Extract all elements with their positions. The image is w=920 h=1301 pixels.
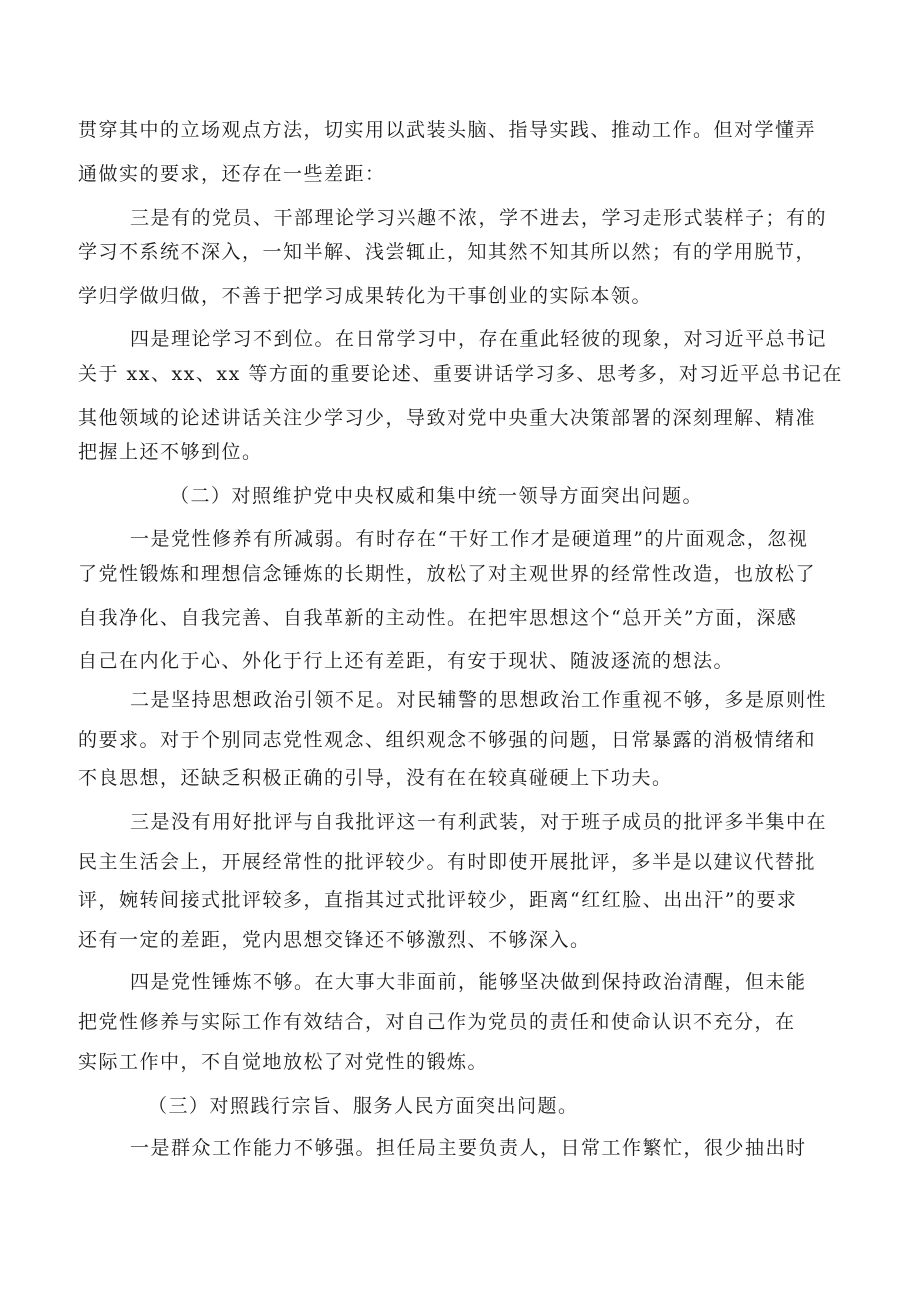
text-line-16: 的要求。对于个别同志党性观念、组织观念不够强的问题，日常暴露的消极情绪和: [78, 729, 817, 751]
text-line-21: 还有一定的差距，党内思想交锋还不够激烈、不够深入。: [78, 929, 591, 951]
section-heading-3: （三）对照践行宗旨、服务人民方面突出问题。: [148, 1095, 579, 1117]
text-line-1: 贯穿其中的立场观点方法，切实用以武装头脑、指导实践、推动工作。但对学懂弄: [78, 119, 817, 141]
text-line-6: 四是理论学习不到位。在日常学习中，存在重此轻彼的现象，对习近平总书记: [130, 328, 828, 350]
text-line-5: 学归学做归做，不善于把学习成果转化为干事创业的实际本领。: [78, 285, 653, 307]
text-line-19: 民主生活会上，开展经常性的批评较少。有时即使开展批评，多半是以建议代替批: [78, 851, 817, 873]
text-line-14: 自己在内化于心、外化于行上还有差距，有安于现状、随波逐流的想法。: [78, 650, 735, 672]
text-line-18: 三是没有用好批评与自我批评这一有利武装，对于班子成员的批评多半集中在: [130, 811, 828, 833]
text-line-15: 二是坚持思想政治引领不足。对民辅警的思想政治工作重视不够，多是原则性: [130, 689, 828, 711]
text-line-13: 自我净化、自我完善、自我革新的主动性。在把牢思想这个“总开关”方面，深感: [78, 607, 798, 629]
text-line-9: 把握上还不够到位。: [78, 441, 263, 463]
text-line-11: 一是党性修养有所减弱。有时存在“干好工作才是硬道理”的片面观念，忽视: [130, 528, 809, 550]
text-line-2: 通做实的要求，还存在一些差距：: [78, 163, 386, 185]
text-line-17: 不良思想，还缺乏积极正确的引导，没有在在较真碰硬上下功夫。: [78, 767, 673, 789]
text-line-23: 把党性修养与实际工作有效结合，对自己作为党员的责任和使命认识不充分，在: [78, 1011, 796, 1033]
text-line-26: 一是群众工作能力不够强。担任局主要负责人，日常工作繁忙，很少抽出时: [130, 1137, 807, 1159]
text-line-4: 学习不系统不深入，一知半解、浅尝辄止，知其然不知其所以然；有的学用脱节，: [78, 241, 817, 263]
text-line-7: 关于 xx、xx、xx 等方面的重要论述、重要讲话学习多、思考多，对习近平总书记在: [78, 363, 843, 385]
text-line-12: 了党性锻炼和理想信念锤炼的长期性，放松了对主观世界的经常性改造，也放松了: [78, 563, 817, 585]
text-line-3: 三是有的党员、干部理论学习兴趣不浓，学不进去，学习走形式装样子；有的: [130, 207, 828, 229]
text-line-8: 其他领域的论述讲话关注少学习少，导致对党中央重大决策部署的深刻理解、精准: [78, 407, 817, 429]
text-line-20: 评，婉转间接式批评较多，直指其过式批评较少，距离“红红脸、出出汗”的要求: [78, 889, 798, 911]
section-heading-2: （二）对照维护党中央权威和集中统一领导方面突出问题。: [170, 485, 704, 507]
text-line-22: 四是党性锤炼不够。在大事大非面前，能够坚决做到保持政治清醒，但未能: [130, 971, 807, 993]
text-line-24: 实际工作中，不自觉地放松了对党性的锻炼。: [78, 1051, 489, 1073]
